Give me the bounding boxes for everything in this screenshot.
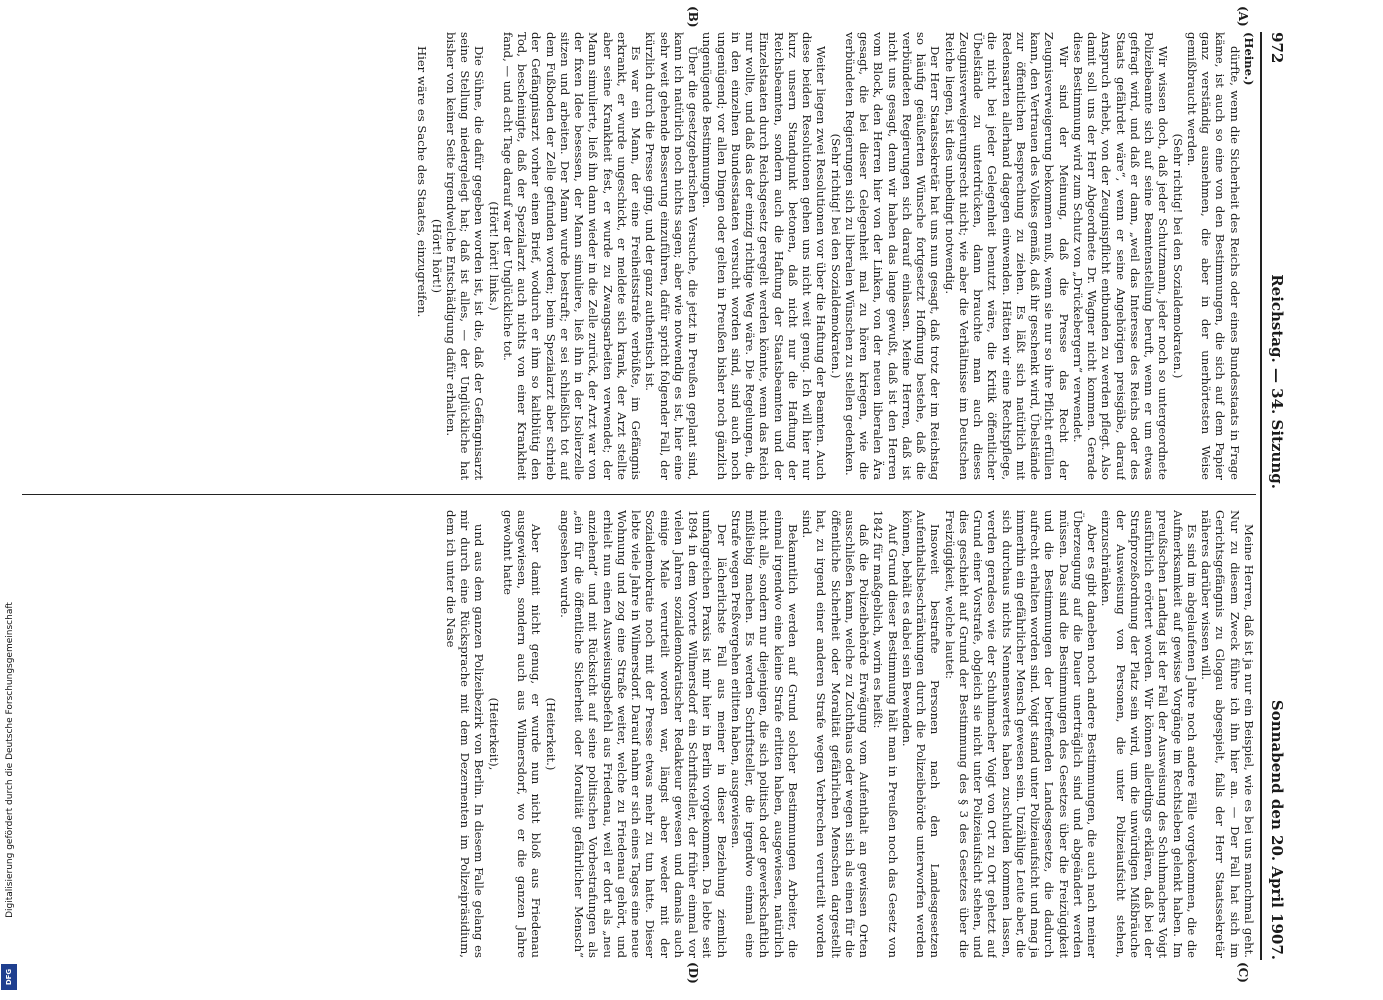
paragraph: daß die Polizeibehörde Erwägung vom Aufenthalt an gewissen Orten ausschließen kann, welche zu Zuchthaus oder wegen sich als einen für die öffentliche Sicherheit oder Moralität gefährlichen Menschen dargestellt hat, zu irgend einer anderen Strafe wegen Verbrechen verurteilt worden sind. bbox=[800, 510, 872, 958]
margin-marker-a: (A) bbox=[1236, 6, 1250, 27]
session-date: Sonnabend den 20. April 1907. bbox=[1268, 699, 1286, 960]
paragraph: und aus dem ganzen Polizeibezirk von Berlin. In diesem Falle gelang es mir durch eine Rücksprache mit dem Dezernenten im Polizeipräsidium, dem ich unter die Nase bbox=[444, 510, 487, 958]
interjection: (Sehr richtig! bei den Sozialdemokraten.) bbox=[1170, 133, 1185, 379]
paragraph: Die Sühne, die dafür gegeben worden ist, ist die, daß der Gefängnisarzt seine Stellung niedergelegt hat; daß ist alles, — der Unglückliche hat bisher von keiner Seite irgendwelche Entschädigung dafür erhalten. bbox=[444, 32, 487, 480]
interjection: (Heiterkeit.) bbox=[543, 697, 558, 771]
header-rule bbox=[1260, 32, 1262, 960]
paragraph: Der Herr Staatssekretär hat uns nun gesagt, daß trotz der im Reichstag so häufig geäußerten Wünsche fortgesetzt Hoffnung bestehe, daß die verbündeten Regierungen sich darauf einlassen. Meine Herren, daß ist nicht uns gesagt, denn wir haben das lange gewußt, daß ist den Herren vom Block, den Herren hier von der Linken, von der neuen liberalen Ära gesagt, die bei dieser Gelegenheit mal zu hören kriegen, wie die verbündeten Regierungen sich zu liberalen Wünschen zu stellen gedenken. bbox=[843, 32, 943, 480]
paragraph: Wir wissen doch, daß jeder Schutzmann, jeder noch so untergeordnete Polizeibeamte sich auf seine Beamtenstellung beruft, wenn er um etwas gefragt wird, und daß er dann, „weil das Interesse des Reichs oder des Staats gefährdet wäre“, wenn er seine Angehörigen preisgäbe, darauf Anspruch erhebt, von der Zeugnispflicht entbunden zu werden pflegt. Also damit soll uns der Herr Abgeordnete Dr. Wagner nicht kommen. Gerade diese Bestimmung wird zum Schutz von „Drückebergern“ verwendet. bbox=[1071, 32, 1171, 480]
paragraph: Auf Grund dieser Bestimmung hält man in Preußen noch das Gesetz von 1842 für maßgeblich, worin es heißt: bbox=[871, 510, 900, 958]
column-divider bbox=[22, 494, 1256, 495]
interjection: (Heiterkeit), bbox=[486, 697, 501, 771]
running-title: Reichstag. — 34. Sitzung. bbox=[1268, 274, 1286, 489]
page-header bbox=[1264, 32, 1290, 960]
paragraph: Insoweit bestrafte Personen nach den Landesgesetzen Aufenthaltsbeschränkungen durch die Polizeibehörde unterworfen werden können, behält es dabei sein Bewenden. bbox=[900, 510, 943, 958]
margin-marker-b: (B) bbox=[686, 6, 700, 28]
dfg-logo: DFG bbox=[1, 964, 17, 990]
speaker-name: (Heine.) bbox=[1242, 32, 1256, 86]
margin-marker-d: (D) bbox=[686, 962, 700, 984]
interjection: (Hört! hört! links.) bbox=[486, 201, 501, 311]
paragraph: Der lächerlichste Fall aus meiner in dieser Beziehung ziemlich umfangreichen Praxis ist mir hier in Berlin vorgekommen. Da lebte seit 1894 in dem Vororte Wilmersdorf ein Schriftsteller, der früher einmal vor vielen Jahren sozialdemokratischer Redakteur gewesen und damals auch einige Male verurteilt worden war, längst aber weder mit der Sozialdemokratie noch mit der Presse etwas mehr zu tun hatte. Dieser lebte viele Jahre in Wilmersdorf. Darauf nahm er sich eines Tages eine neue Wohnung und zog eine Straße weiter, welche zu Friedenau gehört, und erhielt nun einen Ausweisungsbefehl aus Friedenau, weil er dort als „neu anziehend“ und mit Rücksicht auf seine politischen Vorbestrafungen als „ein für die öffentliche Sicherheit oder Moralität gefährlicher Mensch“ angesehen wurde. bbox=[558, 510, 729, 958]
paragraph: Weiter liegen zwei Resolutionen vor über die Haftung der Beamten. Auch diese beiden Resolutionen gehen uns nicht weit genug. Ich will hier nur kurz unsern Standpunkt betonen, daß nicht nur die Haftung der Reichsbeamten, sondern auch die Haftung der Staatsbeamten und der Einzelstaaten durch Reichsgesetz geregelt werden könnte, wenn das Reich nur wollte, und daß das der einzig richtige Weg wäre. Die Regelungen, die in den einzelnen Bundesstaaten versucht worden sind, sind auch noch ungenügend; vor allen Dingen oder gelten in Preußen bisher noch gänzlich ungenügende Bestimmungen. bbox=[700, 32, 829, 480]
paragraph: Aber damit nicht genug, er wurde nun nicht bloß aus Friedenau ausgewiesen, sondern auch aus Wilmersdorf, wo er die ganzen Jahre gewohnt hatte bbox=[501, 510, 544, 958]
paragraph: Über die gesetzgeberischen Versuche, die jetzt in Preußen geplant sind, kann ich natürlich noch nichts sagen; aber wie notwendig es ist, hier eine sehr weit gehende Besserung einzuführen, dafür spricht folgender Fall, der kürzlich durch die Presse ging, und der ganz authentisch ist. bbox=[643, 32, 701, 480]
right-column bbox=[22, 510, 1256, 958]
paragraph: Bekanntlich werden auf Grund solcher Bestimmungen Arbeiter, die einmal irgendwo eine kleine Strafe erlitten haben, ausgewiesen, natürlich nicht alle, sondern nur diejenigen, die sich politisch oder gewerkschaftlich mißliebig machen. Es werden Schriftsteller, die irgendwo einmal eine Strafe wegen Preßvergehen erlitten haben, ausgewiesen. bbox=[729, 510, 800, 958]
page-number: 972 bbox=[1268, 32, 1286, 64]
paragraph: Wir sind der Meinung, daß die Presse das Recht der Zeugnisverweigerung bekommen muß, wenn sie nur so ihre Pflicht erfüllen kann, den Vertrauen des Volkes gemäß, daß ihr geschenkt wird, Übelstände zur öffentlichen Besprechung zu ziehen. Es läßt sich natürlich mit Redensarten allerhand dagegen einwenden. Hätten wir eine Rechtspflege, die nicht bei jeder Gelegenheit benutzt wäre, die Kritik öffentlicher Übelstände zu unterdrücken, dann brauchte man auch dieses Zeugnisverweigerungsrecht nicht; wie aber die Verhältnisse im Deutschen Reiche liegen, ist dies unbedingt notwendig. bbox=[942, 32, 1071, 480]
margin-marker-c: (C) bbox=[1236, 962, 1250, 983]
digitization-note: Digitalisierung gefördert durch die Deutsche Forschungsgemeinschaft bbox=[5, 602, 16, 918]
paragraph: Meine Herren, daß ist ja nur ein Beispiel, wie es bei uns manchmal geht. Nur zu diesem Zweck führe ich ihn hier an. — Der Fall hat sich im Gerichtsgefängnis zu Glogau abgespielt, falls der Herr Staatssekretär näheres darüber wissen will. bbox=[1199, 510, 1256, 958]
paragraph: Aber es gibt daneben noch andere Bestimmungen, die auch nach meiner Überzeugung auf die Dauer unerträglich sind und abgeändert werden müssen. Das sind die Bestimmungen des Gesetzes über die Freizügigkeit und die Bestimmungen der betreffenden Landesgesetze, die dadurch aufrecht erhalten worden sind. Voigt stand unter Polizeiaufsicht und mag ja immerhin ein gefährlicher Mensch gewesen sein. Unzählige Leute aber, die sich durchaus nichts Nennenswertes haben zuschulden kommen lassen, werden geradeso wie der Schuhmacher Voigt von Ort zu Ort gehetzt auf Grund einer Vorstrafe, obgleich sie nicht unter Polizeiaufsicht stehen, und dies geschieht auf Grund der Bestimmung des § 3 des Gesetzes über die Freizügigkeit, welche lautet: bbox=[942, 510, 1100, 958]
interjection: (Hört! hört!) bbox=[429, 219, 444, 293]
paragraph: Es war ein Mann, der eine Freiheitsstrafe verbüßte, im Gefängnis erkrankt, er wurde ungeschickt, er meldete sich krank, der Arzt stellte aber seine Krankheit fest, er wurde zu Zwangsarbeiten verwendet; der Mann simulierte, ließ ihn dann wieder in die Zelle zurück, der Arzt war von der fixen Idee besessen, der Mann simuliere, ließ ihn in der Isolierzelle sitzen und arbeiten. Der Mann wurde bestraft; er sei schließlich tot auf dem Fußboden der Zelle gefunden worden; beim Spezialarzt aber schrieb der Gefängnisarzt vorher einen Brief, wodurch er ihm so kaltblütig den Tod, bescheinigte, daß der Spezialarzt auch nichts von einer Krankheit fand, — und acht Tage darauf war der Unglückliche tot. bbox=[501, 32, 644, 480]
paragraph: dürfte, wenn die Sicherheit des Reichs oder eines Bundesstaats in Frage käme, ist auch so eine von den Bestimmungen, die sich auf dem Papier ganz verständig ausnehmen, die aber in der unerhörtesten Weise gemißbraucht werden. bbox=[1185, 32, 1242, 480]
paragraph: Es sind im abgelaufenen Jahre noch andere Fälle vorgekommen, die die Aufmerksamkeit auf gewisse Vorgänge im Rechtsleben gelenkt haben. Im preußischen Landtag ist der Fall der Ausweisung des Schuhmachers Voigt ausführlich erörtert worden. Wir können allerdings erklären, daß bei der Strafprozeßordnung der Platz sein wird, um die unwürdigen Mißbräuche der Ausweisung von Personen, die unter Polizeiaufsicht stehen, einzuschränken. bbox=[1099, 510, 1199, 958]
left-column bbox=[22, 32, 1256, 480]
paragraph: Hier wäre es Sache des Staates, einzugreifen. bbox=[415, 46, 430, 318]
interjection: (Sehr richtig! bei den Sozialdemokraten.) bbox=[828, 133, 843, 379]
